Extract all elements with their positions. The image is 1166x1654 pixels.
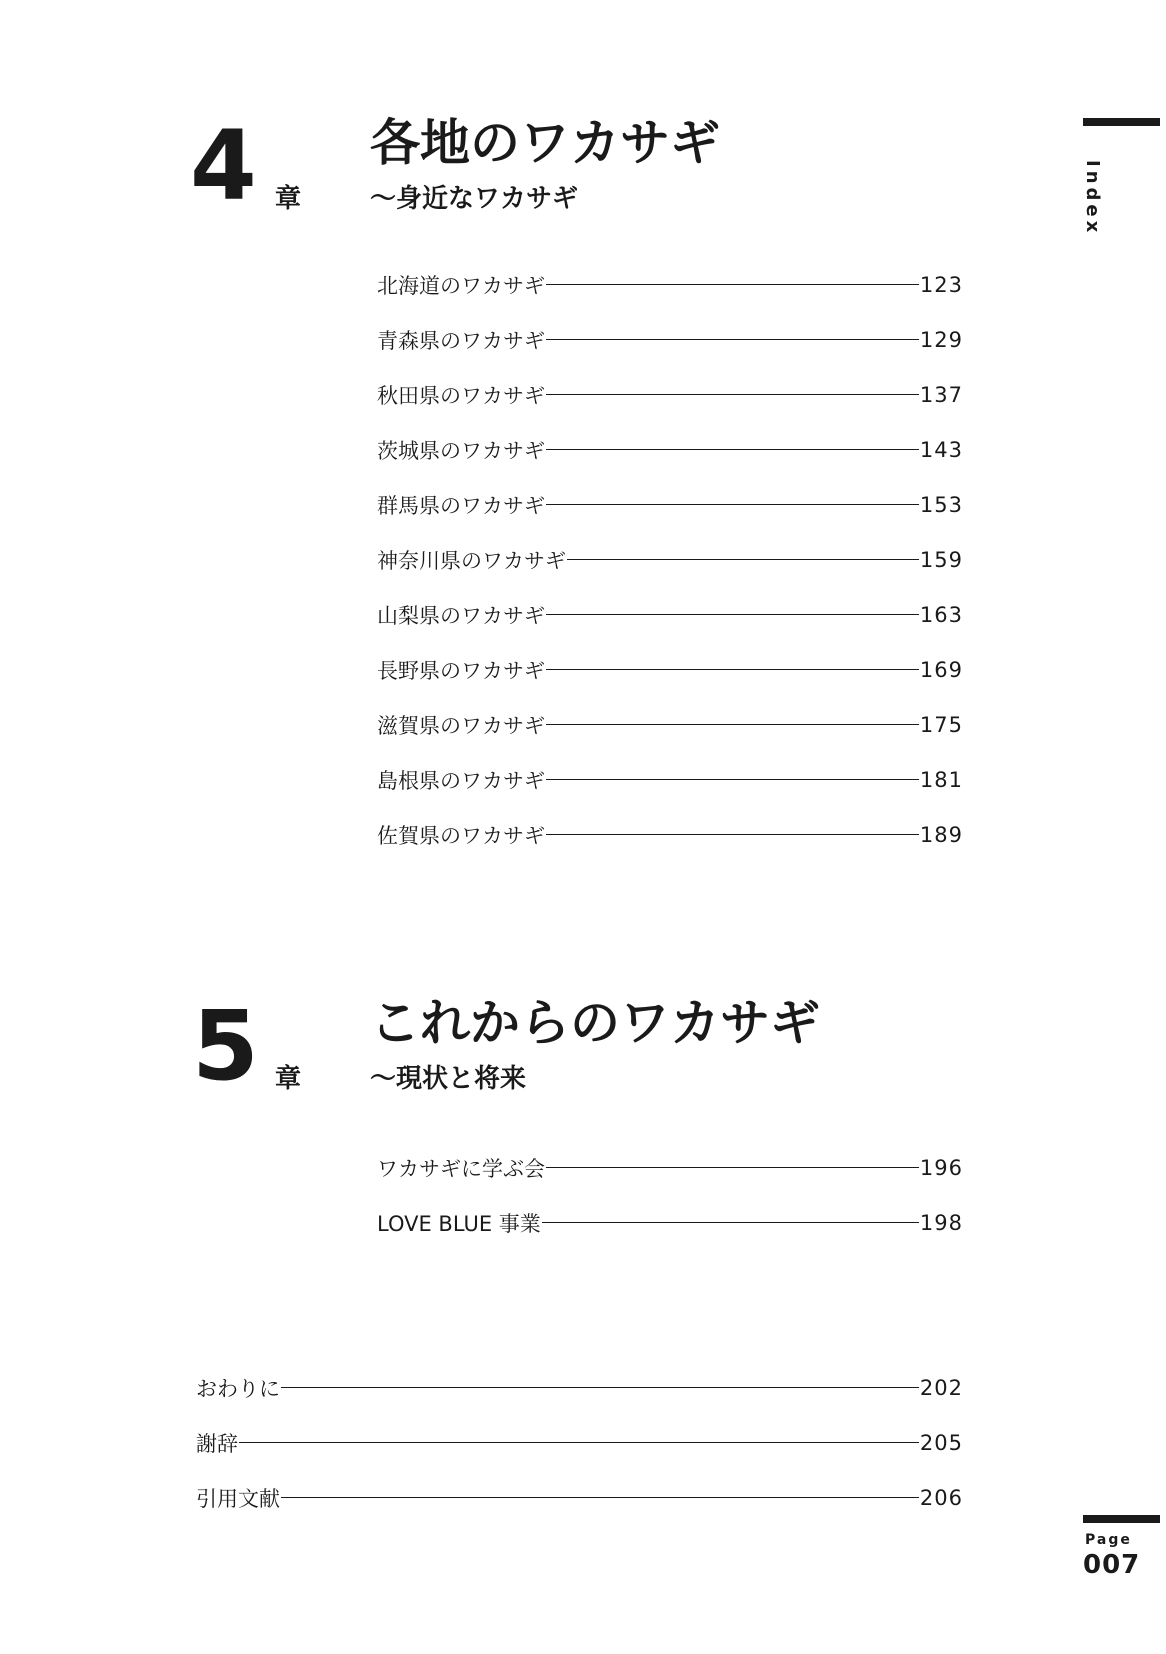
leader-line (546, 394, 919, 395)
chapter-4-subtitle: ～身近なワカサギ (370, 184, 579, 214)
chapter-4-toc (377, 257, 963, 862)
leader-line (546, 339, 919, 340)
page-number: 007 (1083, 1550, 1141, 1580)
leader-line (239, 1442, 919, 1443)
toc-entry-page: 129 (919, 327, 963, 352)
toc-entry-page: 159 (919, 547, 963, 572)
toc-entry-label: 秋田県のワカサギ (377, 383, 545, 408)
toc-entry-label: 青森県のワカサギ (377, 328, 545, 353)
toc-entry[interactable] (377, 1195, 963, 1250)
toc-entry-label: LOVE BLUE 事業 (377, 1211, 541, 1236)
toc-entry[interactable] (377, 697, 963, 752)
toc-entry-label: おわりに (196, 1376, 280, 1401)
toc-entry-label: 北海道のワカサギ (377, 273, 545, 298)
toc-entry-page: 189 (919, 822, 963, 847)
toc-entry-label: 島根県のワカサギ (377, 768, 545, 793)
leader-line (567, 559, 919, 560)
leader-line (281, 1387, 919, 1388)
toc-entry[interactable] (377, 642, 963, 697)
toc-entry-label: 佐賀県のワカサギ (377, 823, 545, 848)
toc-entry-page: 169 (919, 657, 963, 682)
page-label: Page (1085, 1532, 1132, 1548)
chapter-4-word: 章 (275, 184, 302, 214)
chapter-5-toc (377, 1140, 963, 1250)
toc-entry[interactable] (377, 257, 963, 312)
leader-line (546, 724, 919, 725)
toc-entry[interactable] (377, 752, 963, 807)
toc-entry[interactable] (377, 587, 963, 642)
leader-line (546, 779, 919, 780)
toc-entry-page: 206 (919, 1485, 963, 1510)
leader-line (546, 614, 919, 615)
toc-entry-page: 181 (919, 767, 963, 792)
toc-entry-page: 153 (919, 492, 963, 517)
leader-line (542, 1222, 919, 1223)
leader-line (546, 284, 919, 285)
toc-entry[interactable] (377, 422, 963, 477)
toc-entry-label: 茨城県のワカサギ (377, 438, 545, 463)
chapter-5-number: 5 (192, 990, 255, 1102)
page-tab-bar (1083, 1515, 1160, 1523)
toc-entry[interactable] (377, 367, 963, 422)
index-tab-bar (1083, 118, 1160, 126)
toc-entry[interactable] (196, 1360, 963, 1415)
toc-entry[interactable] (377, 532, 963, 587)
toc-entry[interactable] (377, 807, 963, 862)
toc-entry-label: ワカサギに学ぶ会 (377, 1156, 545, 1181)
leader-line (546, 834, 919, 835)
toc-entry-label: 引用文献 (196, 1486, 280, 1511)
toc-entry-page: 163 (919, 602, 963, 627)
toc-entry-label: 滋賀県のワカサギ (377, 713, 545, 738)
toc-entry[interactable] (377, 477, 963, 532)
leader-line (546, 449, 919, 450)
leader-line (281, 1497, 919, 1498)
toc-entry[interactable] (196, 1470, 963, 1525)
toc-entry-page: 205 (919, 1430, 963, 1455)
toc-entry-page: 123 (919, 272, 963, 297)
toc-entry-label: 群馬県のワカサギ (377, 493, 545, 518)
toc-entry-page: 143 (919, 437, 963, 462)
toc-entry-label: 長野県のワカサギ (377, 658, 545, 683)
toc-entry-page: 196 (919, 1155, 963, 1180)
toc-entry[interactable] (377, 1140, 963, 1195)
chapter-4-number: 4 (190, 110, 253, 222)
toc-entry-label: 謝辞 (196, 1431, 238, 1456)
leader-line (546, 669, 919, 670)
leader-line (546, 1167, 919, 1168)
toc-entry-page: 137 (919, 382, 963, 407)
toc-entry-page: 202 (919, 1375, 963, 1400)
toc-entry-label: 神奈川県のワカサギ (377, 548, 566, 573)
toc-entry-page: 175 (919, 712, 963, 737)
toc-entry-page: 198 (919, 1210, 963, 1235)
toc-entry-label: 山梨県のワカサギ (377, 603, 545, 628)
back-matter-toc (196, 1360, 963, 1525)
chapter-5-word: 章 (275, 1064, 302, 1094)
chapter-5-title: これからのワカサギ (370, 994, 820, 1052)
index-tab-label: Index (1082, 160, 1103, 237)
toc-entry[interactable] (196, 1415, 963, 1470)
leader-line (546, 504, 919, 505)
chapter-5-subtitle: ～現状と将来 (370, 1064, 527, 1094)
chapter-4-title: 各地のワカサギ (370, 114, 720, 172)
toc-entry[interactable] (377, 312, 963, 367)
